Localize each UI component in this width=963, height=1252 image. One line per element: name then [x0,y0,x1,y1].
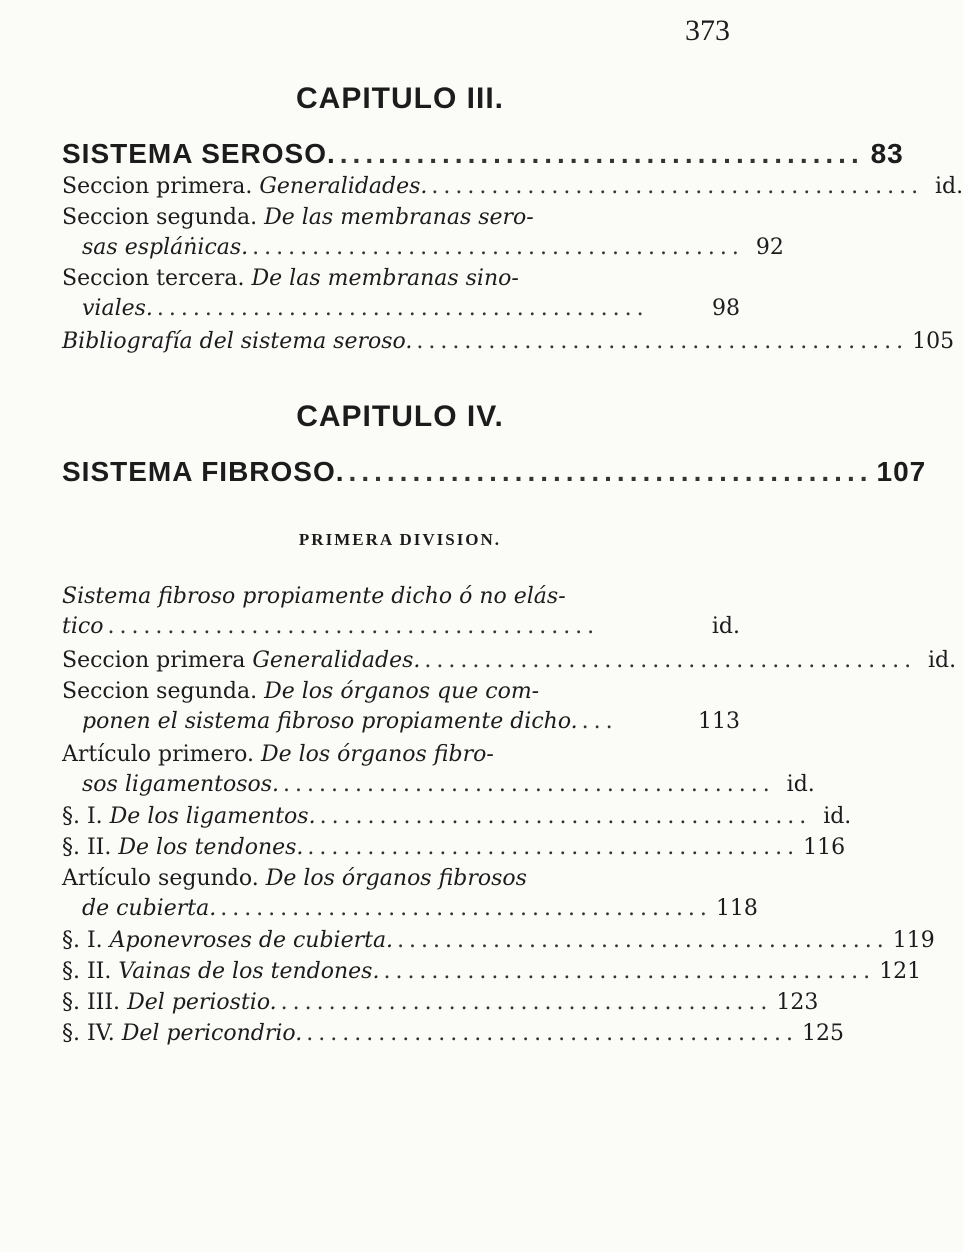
page-ref: id. [711,614,740,639]
toc-entry [62,1019,845,1049]
toc-entry [62,172,963,202]
entry-title: Sistema fibroso propiamente dicho ó no elás- [62,584,566,609]
entry-prefix: §. III. [62,990,121,1015]
toc-entry [62,327,955,357]
entry-prefix: Seccion segunda. [62,679,258,704]
page-ref: 107 [876,456,927,487]
entry-title: Generalidades. [259,174,428,199]
dot-leader: ......................................... [424,648,917,673]
toc-entry [62,677,740,737]
page-ref: 98 [712,296,740,321]
dot-leader: ......................................... [383,959,876,984]
entry-prefix: Seccion tercera. [62,266,245,291]
sistema-label: SISTEMA FIBROSO. [62,456,345,487]
dot-leader: ......................................... [220,896,712,921]
entry-prefix: Artículo primero. [62,742,254,767]
toc-entry [62,833,846,863]
entry-title: Del pericondrio. [121,1021,303,1046]
toc-entry [62,988,819,1018]
entry-prefix: §. II. [62,959,112,984]
entry-title: De los tendones. [118,835,304,860]
entry-title-continuation: ponen el sistema fibroso propiamente dicho. [82,709,578,734]
page-number: 373 [685,14,730,47]
dot-leader: ......................................... [416,329,909,354]
entry-title: De las membranas sino- [251,266,519,291]
dot-leader: ......................................... [280,990,773,1015]
entry-title: Aponevroses de cubierta. [109,928,394,953]
page-ref: 119 [892,928,935,953]
dot-leader: ......................................... [252,235,744,260]
dot-leader: ......................................... [348,456,873,487]
chapter-3-heading: CAPITULO III. [296,82,504,115]
entry-title: De los órganos que com- [264,679,540,704]
entry-prefix: Artículo segundo. [62,866,259,891]
dot-leader: ......................................... [397,928,889,953]
toc-entry [62,203,784,263]
page-ref: id. [935,174,963,199]
page-ref: 118 [715,896,758,921]
page-ref: id. [928,648,957,673]
entry-title-continuation: sas espláṅicas. [82,235,249,260]
page-ref: 125 [802,1021,845,1046]
toc-entry [62,802,852,832]
chapter-4-sistema-row [62,456,927,488]
page-ref: 123 [776,990,819,1015]
toc-entry [62,957,922,987]
entry-title: De los órganos fibrosos [265,866,527,891]
entry-prefix: §. IV. [62,1021,115,1046]
toc-entry [62,926,935,956]
page-ref: 121 [879,959,922,984]
entry-title: Bibliografía del sistema seroso. [62,329,413,354]
entry-title: Vainas de los tendones. [118,959,380,984]
dot-leader: ......................................... [431,174,924,199]
entry-title-continuation: viales. [82,296,153,321]
toc-entry [62,864,758,924]
entry-title-continuation: tico [62,614,104,639]
toc-entry [62,264,740,324]
entry-title: De las membranas sero- [264,205,534,230]
entry-prefix: Seccion segunda. [62,205,258,230]
page-ref: 116 [803,835,846,860]
chapter-3-sistema-row [62,138,904,170]
toc-entry [62,740,815,800]
page-ref: 113 [698,709,740,734]
dot-leader: ......................................... [156,296,649,321]
page-ref: 83 [870,138,904,169]
entry-title: Generalidades. [252,648,421,673]
chapter-4-heading: CAPITULO IV. [296,400,504,433]
entry-title: De los ligamentos. [109,804,316,829]
entry-title-continuation: de cubierta. [82,896,217,921]
page-ref: 105 [912,329,955,354]
entry-prefix: Seccion primera [62,648,246,673]
sistema-label: SISTEMA SEROSO. [62,138,336,169]
dot-leader: ......................................... [339,138,864,169]
dot-leader: ... [581,709,618,734]
entry-title-continuation: sos ligamentosos. [82,772,280,797]
toc-entry [62,582,740,642]
entry-prefix: §. II. [62,835,112,860]
dot-leader: ......................................... [307,835,800,860]
page-ref: id. [786,772,815,797]
dot-leader: ......................................... [306,1021,799,1046]
dot-leader: ......................................... [319,804,812,829]
entry-prefix: Seccion primera. [62,174,253,199]
dot-leader: ......................................... [107,614,600,639]
dot-leader: ......................................... [283,772,775,797]
entry-title: De los órganos fibro- [260,742,494,767]
entry-prefix: §. I. [62,928,103,953]
page-ref: id. [823,804,852,829]
page-ref: 92 [755,235,784,260]
entry-title: Del periostio. [127,990,277,1015]
entry-prefix: §. I. [62,804,103,829]
toc-entry [62,646,957,676]
division-heading: PRIMERA DIVISION. [298,530,502,549]
